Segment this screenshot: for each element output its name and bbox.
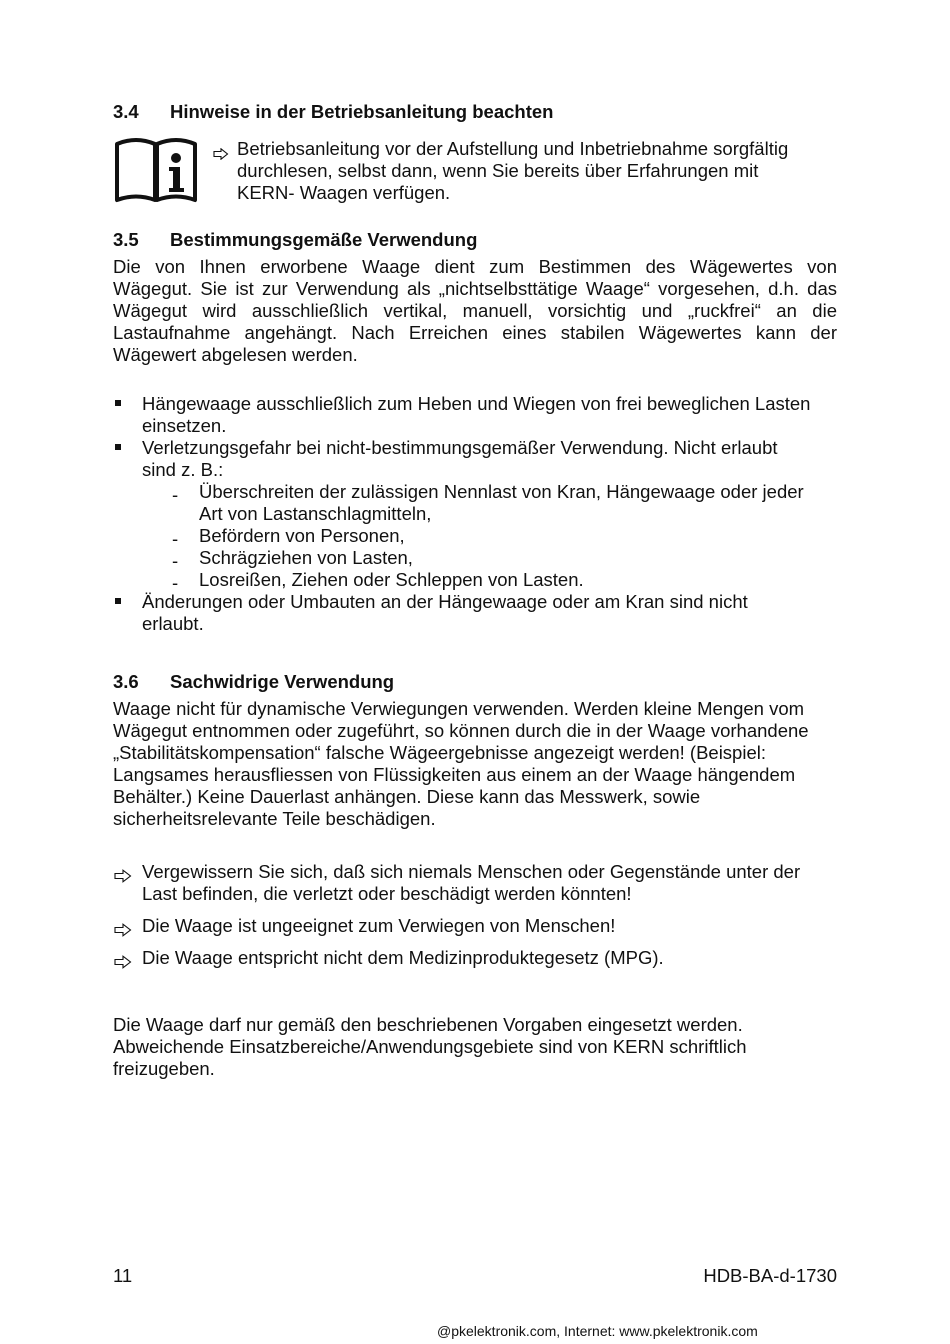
- warning-item: Die Waage entspricht nicht dem Medizinproduktegesetz (MPG).: [142, 947, 664, 968]
- bullet-line: Hängewaage ausschließlich zum Heben und Wiegen von frei beweglichen Lasten: [142, 393, 811, 414]
- hollow-arrow-right-icon: [213, 143, 229, 155]
- section-title: Bestimmungsgemäße Verwendung: [170, 229, 478, 250]
- paragraph-line: freizugeben.: [113, 1058, 215, 1079]
- bullet-line: erlaubt.: [142, 613, 204, 634]
- hollow-arrow-right-icon: [114, 866, 132, 880]
- hollow-arrow-right-icon: [114, 952, 132, 966]
- section-title: Sachwidrige Verwendung: [170, 671, 395, 692]
- bullet-line: einsetzen.: [142, 415, 227, 436]
- paragraph-misuse: [113, 698, 837, 830]
- dash-marker: -: [172, 550, 179, 571]
- document-id: HDB-BA-d-1730: [703, 1265, 837, 1286]
- section-heading-3-5: [113, 229, 477, 251]
- dash-item: Befördern von Personen,: [199, 525, 405, 546]
- dash-marker: -: [172, 572, 179, 593]
- paragraph-intended-use: [113, 256, 837, 366]
- warning-line: Vergewissern Sie sich, daß sich niemals Menschen oder Gegenstände unter der: [142, 861, 801, 882]
- section-number: 3.5: [113, 229, 139, 250]
- paragraph-line: sicherheitsrelevante Teile beschädigen.: [113, 808, 436, 829]
- note-text: [237, 138, 837, 204]
- footer-contact-strip: [0, 1320, 950, 1344]
- bullet-line: Verletzungsgefahr bei nicht-bestimmungsgemäßer Verwendung. Nicht erlaubt: [142, 437, 778, 458]
- paragraph-line: Abweichende Einsatzbereiche/Anwendungsgebiete sind von KERN schriftlich: [113, 1036, 747, 1057]
- paragraph-line: Die von Ihnen erworbene Waage dient zum Bestimmen des Wägewertes von: [113, 256, 837, 277]
- warning-line: Last befinden, die verletzt oder beschädigt werden könnten!: [142, 883, 632, 904]
- note-line: Betriebsanleitung vor der Aufstellung und Inbetriebnahme sorgfältig: [237, 138, 789, 159]
- dash-marker: -: [172, 528, 179, 549]
- warning-item: Die Waage ist ungeeignet zum Verwiegen von Menschen!: [142, 915, 616, 936]
- paragraph-line: Die Waage darf nur gemäß den beschriebenen Vorgaben eingesetzt werden.: [113, 1014, 743, 1035]
- paragraph-line: Wägegut wird ausschließlich vertikal, manuell, vorsichtig und „ruckfrei“ an die: [113, 300, 837, 321]
- dash-item: [199, 481, 839, 525]
- section-number: 3.4: [113, 101, 139, 122]
- paragraph-line: Langsames herausfliessen von Flüssigkeiten aus einem an der Waage hängendem: [113, 764, 796, 785]
- paragraph-line: Wägewert abgelesen werden.: [113, 344, 358, 365]
- paragraph-closing: [113, 1014, 837, 1080]
- paragraph-line: Behälter.) Keine Dauerlast anhängen. Diese kann das Messwerk, sowie: [113, 786, 701, 807]
- page-number: 11: [113, 1265, 133, 1286]
- bullet-line: Änderungen oder Umbauten an der Hängewaage oder am Kran sind nicht: [142, 591, 748, 612]
- section-heading-3-4: [113, 101, 553, 123]
- paragraph-line: Lastaufnahme angehängt. Nach Erreichen eines stabilen Wägewertes kann der: [113, 322, 837, 343]
- footer-contact: @pkelektronik.com, Internet: www.pkelektronik.com: [437, 1323, 758, 1339]
- section-number: 3.6: [113, 671, 139, 692]
- square-bullet-icon: [115, 400, 121, 406]
- square-bullet-icon: [115, 444, 121, 450]
- hollow-arrow-right-icon: [114, 920, 132, 934]
- paragraph-line: Waage nicht für dynamische Verwiegungen verwenden. Werden kleine Mengen vom: [113, 698, 805, 719]
- bullet-item: [142, 591, 842, 635]
- paragraph-line: „Stabilitätskompensation“ falsche Wägeergebnisse angezeigt werden! (Beispiel:: [113, 742, 766, 763]
- dash-item: Losreißen, Ziehen oder Schleppen von Lasten.: [199, 569, 584, 590]
- dash-line: Überschreiten der zulässigen Nennlast von Kran, Hängewaage oder jeder: [199, 481, 804, 502]
- dash-item: Schrägziehen von Lasten,: [199, 547, 413, 568]
- section-title: Hinweise in der Betriebsanleitung beachten: [170, 101, 554, 122]
- bullet-line: sind z. B.:: [142, 459, 224, 480]
- dash-line: Art von Lastanschlagmitteln,: [199, 503, 432, 524]
- bullet-item: [142, 393, 842, 437]
- info-book-icon: [114, 136, 198, 204]
- warning-item: [142, 861, 842, 905]
- paragraph-line: Wägegut. Sie ist zur Verwendung als „nichtselbsttätige Waage“ vorgesehen, d.h. das: [113, 278, 837, 299]
- section-heading-3-6: [113, 671, 394, 693]
- paragraph-line: Wägegut entnommen oder zugeführt, so können durch die in der Waage vorhandene: [113, 720, 809, 741]
- note-line: KERN- Waagen verfügen.: [237, 182, 451, 203]
- bullet-item: [142, 437, 842, 481]
- note-line: durchlesen, selbst dann, wenn Sie bereits über Erfahrungen mit: [237, 160, 759, 181]
- square-bullet-icon: [115, 598, 121, 604]
- dash-marker: -: [172, 484, 179, 505]
